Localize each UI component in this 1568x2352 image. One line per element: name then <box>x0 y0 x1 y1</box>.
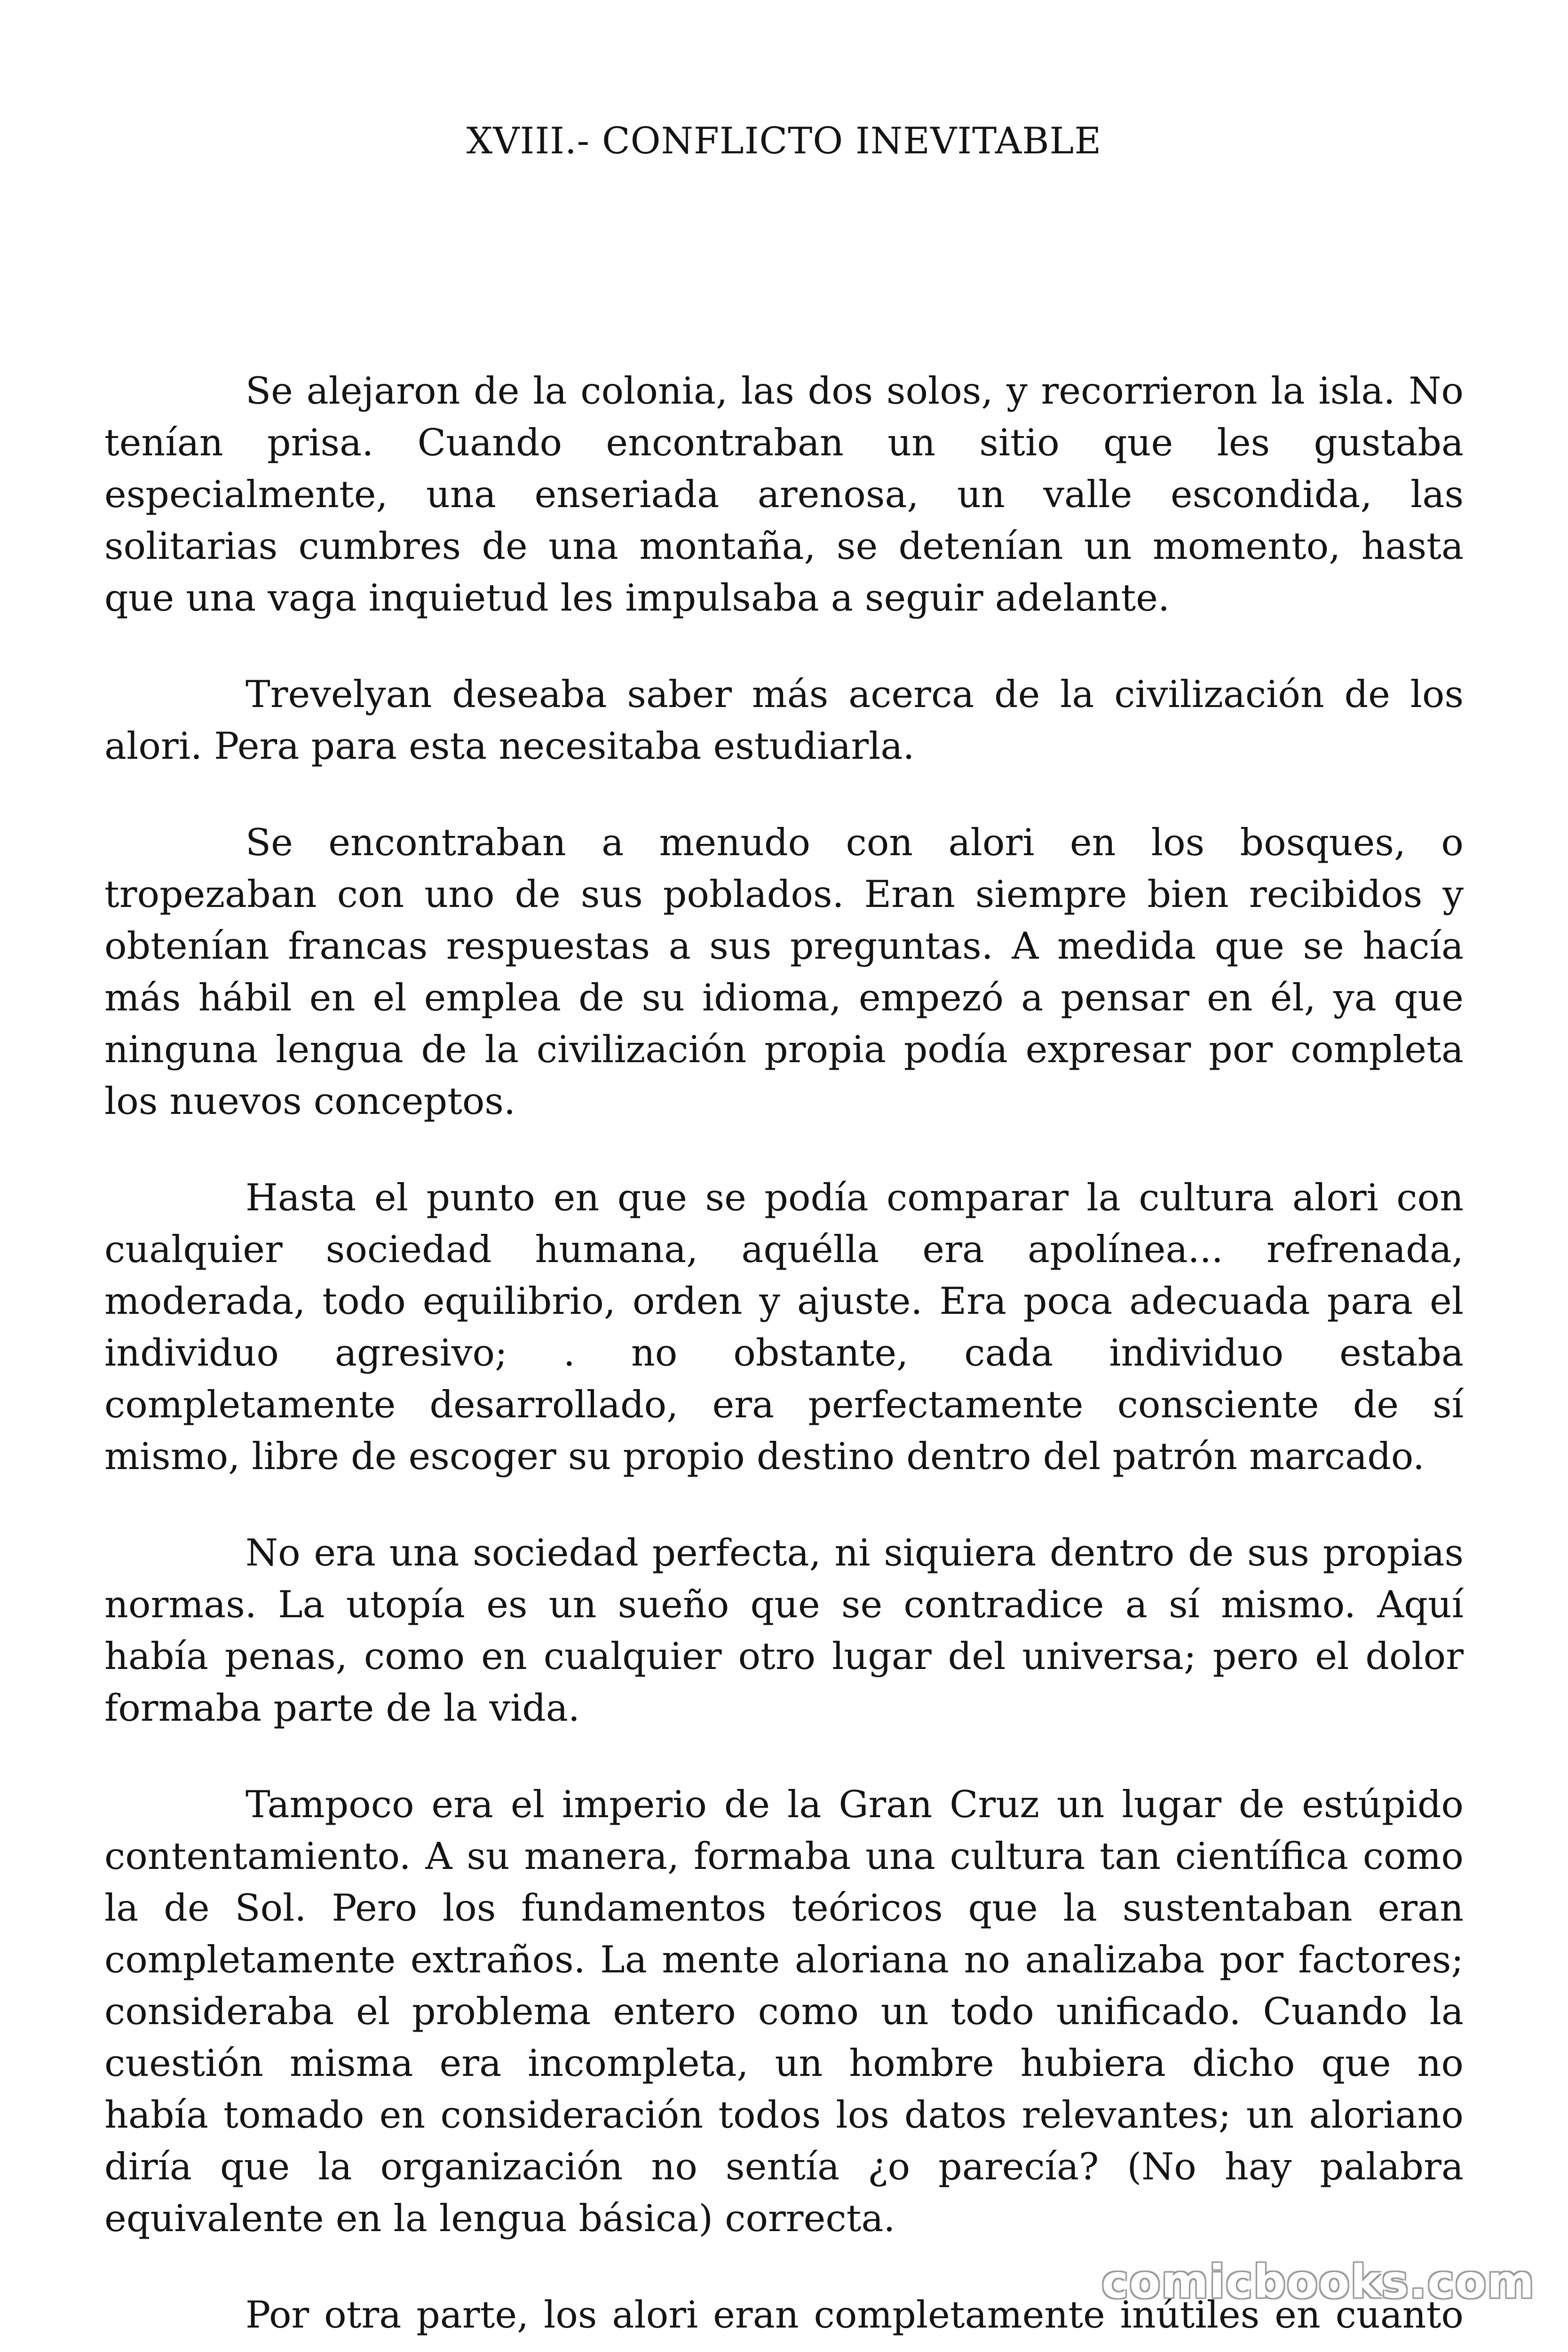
text-line: había penas, como en cualquier otro lugar del universa; pero el dolor <box>104 1635 1464 1678</box>
text-line: diría que la organización no sentía ¿o parecía? (No hay palabra <box>104 2145 1464 2188</box>
text-line: Se encontraban a menudo con alori en los bosques, o <box>245 821 1464 864</box>
text-line: completamente extraños. La mente aloriana no analizaba por factores; <box>104 1938 1464 1981</box>
text-line: cuestión misma era incompleta, un hombre hubiera dicho que no <box>104 2042 1464 2085</box>
text-line: Por otra parte, los alori eran completamente inútiles en cuanto <box>245 2293 1464 2336</box>
text-line: formaba parte de la vida. <box>104 1686 580 1730</box>
text-line: había tomado en consideración todos los datos relevantes; un aloriano <box>104 2093 1464 2137</box>
text-line: tropezaban con uno de sus poblados. Eran siempre bien recibidos y <box>104 873 1464 916</box>
text-line: obtenían francas respuestas a sus preguntas. A medida que se hacía <box>104 924 1464 968</box>
paragraph <box>104 1527 1464 1734</box>
body-text <box>104 365 1464 2341</box>
text-line: consideraba el problema entero como un todo unificado. Cuando la <box>104 1990 1464 2033</box>
chapter-title: XVIII.- CONFLICTO INEVITABLE <box>466 120 1102 162</box>
paragraph <box>104 1779 1464 2244</box>
text-line: los nuevos conceptos. <box>104 1080 516 1123</box>
text-line: equivalente en la lengua básica) correcta. <box>104 2197 895 2240</box>
text-line: individuo agresivo; . no obstante, cada individuo estaba <box>104 1331 1464 1375</box>
text-line: tenían prisa. Cuando encontraban un sitio que les gustaba <box>104 421 1464 464</box>
paragraph <box>104 365 1464 624</box>
text-line: contentamiento. A su manera, formaba una cultura tan científica como <box>104 1835 1464 1878</box>
text-line: completamente desarrollado, era perfectamente consciente de sí <box>104 1383 1464 1426</box>
paragraph <box>104 668 1464 772</box>
text-line: ninguna lengua de la civilización propia podía expresar por completa <box>104 1028 1464 1071</box>
text-line: moderada, todo equilibrio, orden y ajuste. Era poca adecuada para el <box>104 1279 1464 1323</box>
text-line: mismo, libre de escoger su propio destino dentro del patrón marcado. <box>104 1435 1425 1478</box>
text-line: Tampoco era el imperio de la Gran Cruz un lugar de estúpido <box>245 1783 1464 1826</box>
paragraph <box>104 1172 1464 1482</box>
text-line: la de Sol. Pero los fundamentos teóricos que la sustentaban eran <box>104 1886 1464 1930</box>
text-line: Trevelyan deseaba saber más acerca de la civilización de los <box>245 673 1464 716</box>
watermark-logo: comicbooks.com <box>1101 2256 1535 2308</box>
text-line: Hasta el punto en que se podía comparar la cultura alori con <box>245 1176 1464 1219</box>
text-line: normas. La utopía es un sueño que se contradice a sí mismo. Aquí <box>104 1583 1464 1626</box>
text-line: solitarias cumbres de una montaña, se detenían un momento, hasta <box>104 524 1464 568</box>
text-line: más hábil en el emplea de su idioma, empezó a pensar en él, ya que <box>104 976 1464 1019</box>
text-line: especialmente, una enseriada arenosa, un valle escondida, las <box>104 473 1464 516</box>
paragraph <box>104 817 1464 1127</box>
text-line: alori. Pera para esta necesitaba estudiarla. <box>104 724 915 768</box>
text-line: cualquier sociedad humana, aquélla era apolínea... refrenada, <box>104 1228 1464 1271</box>
text-line: que una vaga inquietud les impulsaba a seguir adelante. <box>104 576 1170 620</box>
text-line: Se alejaron de la colonia, las dos solos, y recorrieron la isla. No <box>245 369 1464 413</box>
text-line: No era una sociedad perfecta, ni siquiera dentro de sus propias <box>245 1531 1464 1574</box>
